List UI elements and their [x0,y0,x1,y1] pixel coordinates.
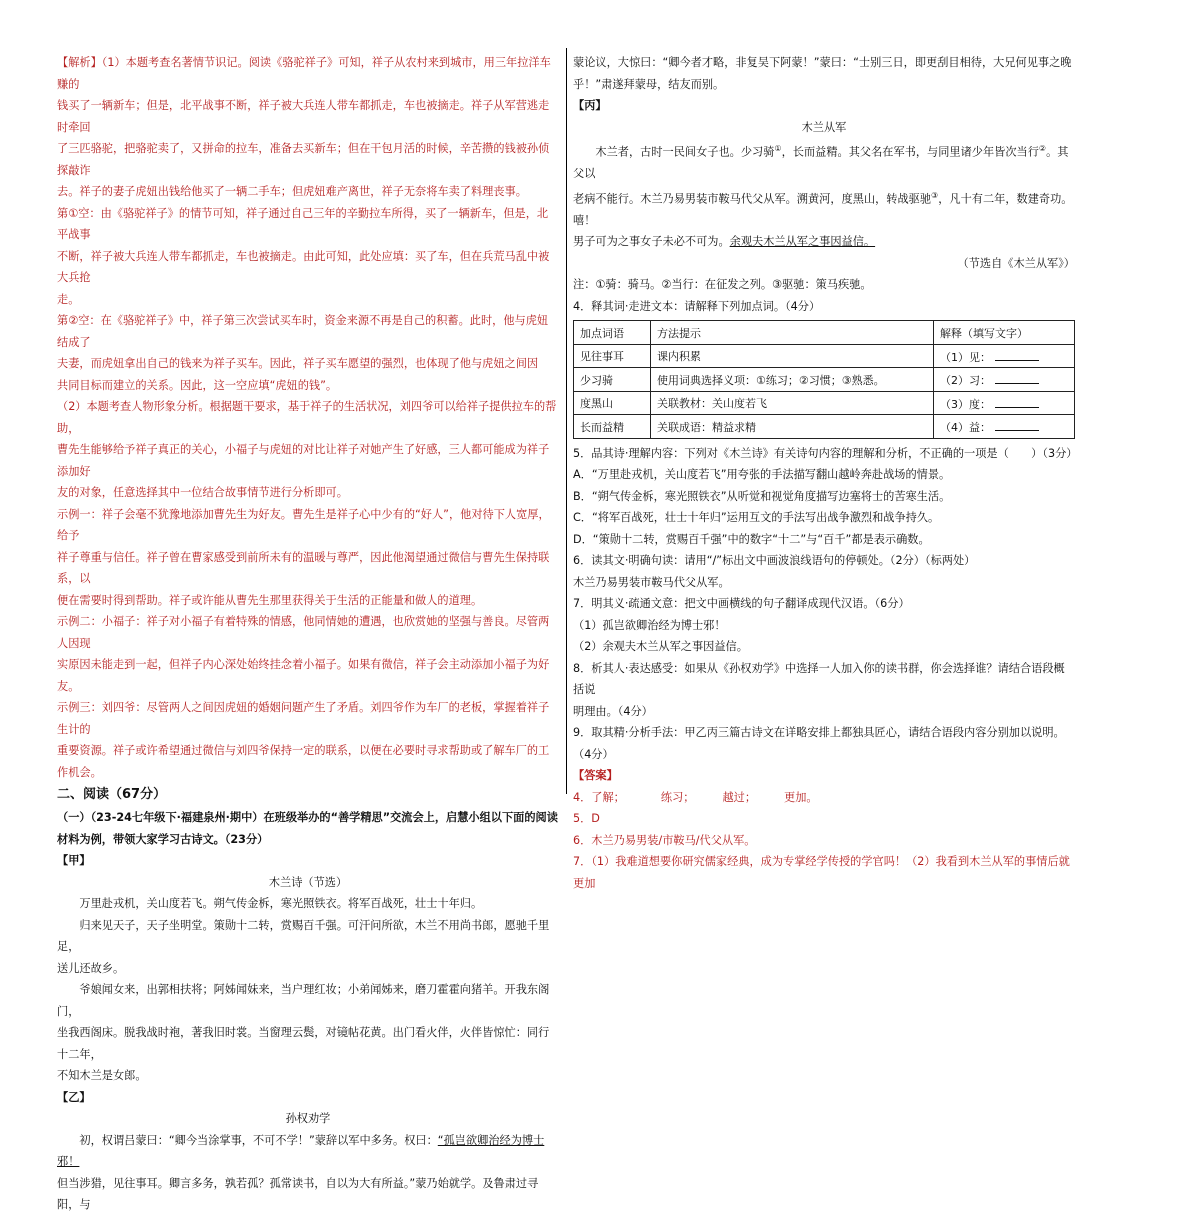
poem-line: 爷娘闻女来，出郭相扶将；阿姊闻妹来，当户理红妆；小弟闻姊来，磨刀霍霍向猪羊。开我东阁门， [57,983,550,1018]
table-row [574,391,1075,415]
passage-title-jia: 木兰诗（节选） [268,875,348,889]
table-cell [934,344,1075,368]
answer-prompt: （3）度： [940,397,991,411]
footnote-marker: ② [1038,144,1047,153]
question-4: 4．释其词·走进文本：请解释下列加点词。（4分） [573,299,821,313]
answer-4 [573,787,1075,809]
prose-line [573,185,1075,232]
text-line: 钱买了一辆新车；但是，北平战事不断，祥子被大兵连人带车都抓走，车也被摘走。祥子从军营逃走时牵回 [57,99,550,134]
poem-line: 不知木兰是女郎。 [57,1069,147,1082]
question-6-sentence: 木兰乃易男装市鞍马代父从军。 [573,575,730,589]
question-5: 5．品其诗·理解内容：下列对《木兰诗》有关诗句内容的理解和分析，不正确的一项是（ ）（3分） [573,446,1078,460]
poem-line: 坐我西阁床。脱我战时袍，著我旧时裳。当窗理云鬓，对镜帖花黄。出门看火伴，火伴皆惊忙：同行十二年， [57,1026,550,1061]
answer-item: 更加。 [784,790,818,804]
question-8: 明理由。（4分） [573,704,653,718]
footnote-marker: ③ [931,190,939,200]
passage-source: （节选自《木兰从军》） [957,256,1075,270]
table-cell: 见往事耳 [574,344,651,368]
question-8: 8．析其人·表达感受：如果从《孙权劝学》中选择一人加入你的读书群，你会选择谁？请结合语段概括说 [573,661,1065,697]
column-divider [566,48,567,794]
text-line: 【解析】（1）本题考查名著情节识记。阅读《骆驼祥子》可知，祥子从农村来到城市，用三年拉洋车赚的 [57,56,551,91]
answer-heading: 【答案】 [573,769,618,783]
left-column [57,52,559,1216]
text-line: 夫妻，而虎妞拿出自己的钱来为祥子买车。因此，祥子买车愿望的强烈，也体现了他与虎妞之间因 [57,357,539,370]
passage-label-jia: 【甲】 [57,854,91,867]
passage-title-bing: 木兰从军 [801,120,847,134]
table-cell: 关联成语：精益求精 [651,415,934,439]
text-line: 曹先生能够给予祥子真正的关心，小福子与虎妞的对比让祥子对她产生了好感，三人都可能成为祥子添加好 [57,443,550,478]
text-line: 第②空：在《骆驼祥子》中，祥子第三次尝试买车时，资金来源不再是自己的积蓄。此时，他与虎妞结成了 [57,314,549,349]
question-7-item: （2）余观夫木兰从军之事因益信。 [573,640,748,654]
table-cell: 关联教材：关山度若飞 [651,391,934,415]
answer-item: 练习； [660,790,695,804]
table-row [574,368,1075,392]
text-line: 示例一：祥子会毫不犹豫地添加曹先生为好友。曹先生是祥子心中少有的“好人”，他对待下人宽厚，给予 [57,507,550,542]
prose-text: 初，权谓吕蒙曰：“卿今当涂掌事，不可不学！”蒙辞以军中多务。权曰： [79,1133,438,1147]
table-cell: 少习骑 [574,368,651,392]
footnote-marker: ① [774,144,782,153]
prose-line: 乎！”肃遂拜蒙母，结友而别。 [573,77,725,91]
prose-line [57,1130,559,1173]
table-row [574,344,1075,368]
question-7-item: （1）孤岂欲卿治经为博士邪！ [573,618,726,632]
text-line: 走。 [57,292,80,306]
prose-text: 。其父以 [573,145,1069,181]
answer-blank[interactable] [995,418,1039,431]
text-line: 实原因未能走到一起，但祥子内心深处始终挂念着小福子。如果有微信，祥子会主动添加小福子为好友。 [57,658,550,693]
answer-blank[interactable] [995,371,1039,384]
prose-text: 木兰者，古时一民间女子也。少习骑 [595,145,775,159]
passage-label-yi: 【乙】 [57,1090,91,1104]
prose-line: 但当涉猎，见往事耳。卿言多务，孰若孤？孤常读书，自以为大有所益。”蒙乃始就学。及鲁肃过寻阳，与 [57,1176,539,1211]
section-title: 二、阅读（67分） [57,787,167,802]
underlined-sentence: 余观夫木兰从军之事因益信。 [729,235,876,249]
question-7: 7．明其义·疏通文意：把文中画横线的句子翻译成现代汉语。（6分） [573,597,910,611]
text-line: 共同目标而建立的关系。因此，这一空应填“虎妞的钱”。 [57,378,338,392]
text-line: 了三匹骆驼，把骆驼卖了，又拼命的拉车，准备去买新车；但在干包月活的时候，辛苦攒的钱被孙侦探敲诈 [57,142,550,177]
option-b: B．“朔气传金柝，寒光照铁衣”从听觉和视觉角度描写边塞将士的苦寒生活。 [573,489,951,503]
prose-line [573,231,1075,253]
prose-text: ，凡十有二年，数建奇功。嘻！ [573,192,1073,227]
table-header: 解释（填写文字） [934,321,1075,345]
option-a: A．“万里赴戎机，关山度若飞”用夸张的手法描写翻山越岭奔赴战场的情景。 [573,468,951,482]
table-header: 方法提示 [651,321,934,345]
answer-blank[interactable] [995,395,1039,408]
analysis-part-2 [57,396,559,783]
text-line: 重要资源。祥子或许希望通过微信与刘四爷保持一定的联系，以便在必要时寻求帮助或了解车厂的工作机会。 [57,744,550,779]
question-intro: （一）（23-24七年级下·福建泉州·期中）在班级举办的“善学精思”交流会上，启慧小组以下面的阅读 [57,811,558,824]
answer-6: 6．木兰乃易男装/市鞍马/代父从军。 [573,833,756,847]
table-header-row [574,321,1075,345]
table-row [574,415,1075,439]
underlined-sentence: “孤岂欲卿治经为博士邪！ [57,1133,545,1168]
vocab-table [573,320,1075,439]
text-line: 去。祥子的妻子虎妞出钱给他买了一辆二手车；但虎妞难产离世，祥子无奈将车卖了料理丧事。 [57,185,527,198]
right-column [573,52,1078,894]
passage-title-yi: 孙权劝学 [285,1112,331,1125]
text-line: 第①空：由《骆驼祥子》的情节可知，祥子通过自己三年的辛勤拉车所得，买了一辆新车，但是，北平战事 [57,206,549,241]
table-cell [934,368,1075,392]
prose-text: 老病不能行。木兰乃易男装市鞍马代父从军。溯黄河，度黑山，转战驱驰 [573,192,932,206]
prose-line: 蒙论议，大惊曰：“卿今者才略，非复吴下阿蒙！”蒙曰：“士别三日，即更刮目相待，大兄何见事之晚 [573,56,1072,69]
question-9: 9．取其精·分析手法：甲乙丙三篇古诗文在详略安排上都独具匠心，请结合语段内容分别加以说明。（4分） [573,726,1065,761]
answer-item: 越过； [722,790,757,804]
prose-text: ，长而益精。其父名在军书，与同里诸少年皆次当行 [781,145,1039,159]
option-d: D．“策勋十二转，赏赐百千强”中的数字“十二”与“百千”都是表示确数。 [573,532,930,546]
text-line: 不断，祥子被大兵连人带车都抓走，车也被摘走。由此可知，此处应填：买了车，但在兵荒马乱中被大兵抢 [57,249,550,284]
table-header: 加点词语 [574,321,651,345]
text-line: 祥子尊重与信任。祥子曾在曹家感受到前所未有的温暖与尊严，因此他渴望通过微信与曹先生保持联系，以 [57,550,550,585]
answer-prompt: （1）见： [940,350,991,364]
answer-blank[interactable] [995,348,1039,361]
table-cell: 使用词典选择义项：①练习；②习惯；③熟悉。 [651,368,934,392]
poem-line: 万里赴戎机，关山度若飞。朔气传金柝，寒光照铁衣。将军百战死，壮士十年归。 [79,897,483,910]
text-line: （2）本题考查人物形象分析。根据题干要求，基于祥子的生活状况，刘四爷可以给祥子提供拉车的帮助， [57,400,557,435]
question-intro: 材料为例，带领大家学习古诗文。（23分） [57,832,269,846]
question-6: 6．读其文·明确句读：请用“/”标出文中画波浪线语句的停顿处。（2分）（标两处） [573,554,976,568]
footnotes: 注：①骑：骑马。②当行：在征发之列。③驱驰：策马疾驰。 [573,278,872,292]
text-line: 便在需要时得到帮助。祥子或许能从曹先生那里获得关于生活的正能量和做人的道理。 [57,593,483,607]
answer-5: 5．D [573,812,600,826]
table-cell: 长而益精 [574,415,651,439]
answer-7: 7．（1）我难道想要你研究儒家经典，成为专掌经学传授的学官吗！（2）我看到木兰从军的事情后就更加 [573,855,1070,890]
answer-item: 4．了解； [573,790,625,804]
text-line: 示例三：刘四爷：尽管两人之间因虎妞的婚姻问题产生了矛盾。刘四爷作为车厂的老板，掌握着祥子生计的 [57,701,550,736]
answer-prompt: （2）习： [940,374,991,388]
table-cell: 度黑山 [574,391,651,415]
answer-prompt: （4）益： [940,421,991,435]
poem-line: 归来见天子，天子坐明堂。策勋十二转，赏赐百千强。可汗问所欲，木兰不用尚书郎，愿驰千里足， [57,918,550,953]
text-line: 示例二：小福子：祥子对小福子有着特殊的情感，他同情她的遭遇，也欣赏她的坚强与善良。尽管两人因现 [57,615,550,650]
table-cell: 课内积累 [651,344,934,368]
table-cell [934,391,1075,415]
passage-label-bing: 【丙】 [573,99,607,112]
analysis-part-1 [57,52,559,396]
prose-text: 男子可为之事女子未必不可为。 [573,235,730,249]
option-c: C．“将军百战死，壮士十年归”运用互文的手法写出战争激烈和战争持久。 [573,511,940,525]
poem-line: 送儿还故乡。 [57,961,125,975]
text-line: 友的对象，任意选择其中一位结合故事情节进行分析即可。 [57,486,348,499]
prose-line [573,138,1075,185]
table-cell [934,415,1075,439]
